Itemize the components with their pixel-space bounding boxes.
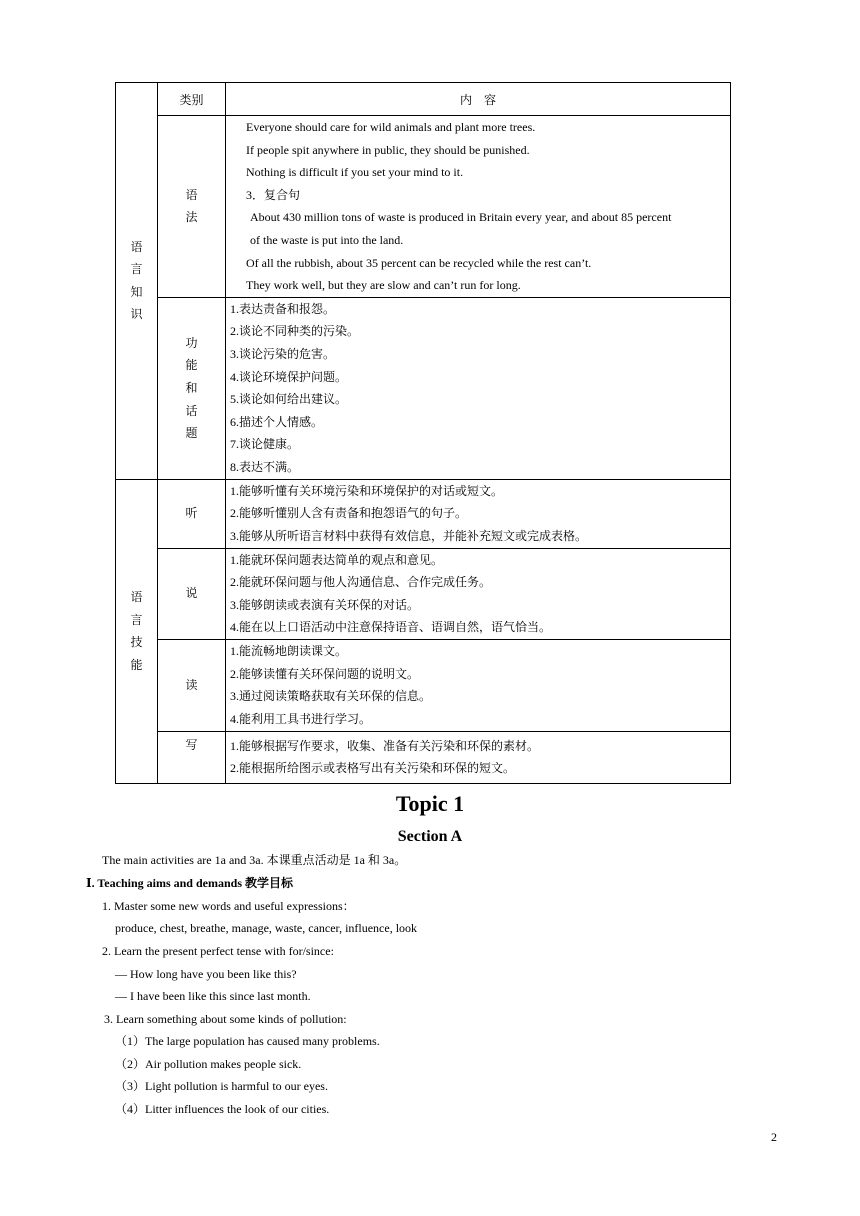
content-line: 3.谈论污染的危害。 bbox=[230, 347, 336, 362]
listening-content bbox=[226, 479, 731, 548]
aim-item: （1）The large population has caused many problems. bbox=[115, 1034, 380, 1048]
aim-item: （4）Litter influences the look of our cities. bbox=[115, 1102, 330, 1116]
category-language-skills: 语 言 技 能 bbox=[116, 479, 158, 783]
reading-content bbox=[226, 639, 731, 731]
header-content: 内 容 bbox=[226, 83, 731, 116]
content-line: of the waste is put into the land. bbox=[250, 232, 404, 247]
content-line: 6.描述个人情感。 bbox=[230, 414, 324, 429]
aim-item: 2. Learn the present perfect tense with for/since: bbox=[102, 944, 334, 958]
content-line: 2.能够听懂别人含有责备和抱怨语气的句子。 bbox=[230, 506, 468, 521]
content-line: They work well, but they are slow and can’t run for long. bbox=[246, 278, 521, 293]
content-line: Of all the rubbish, about 35 percent can be recycled while the rest can’t. bbox=[246, 255, 592, 270]
section-title: Section A bbox=[397, 828, 463, 845]
content-line: Everyone should care for wild animals and plant more trees. bbox=[246, 120, 536, 134]
content-line: 3.能够朗读或表演有关环保的对话。 bbox=[230, 597, 420, 612]
content-line: 1.能流畅地朗读课文。 bbox=[230, 644, 348, 659]
content-line: 1.能够根据写作要求，收集、准备有关污染和环保的素材。 bbox=[230, 738, 540, 753]
content-line: About 430 million tons of waste is produced in Britain every year, and about 85 percent bbox=[250, 210, 672, 225]
content-line: 5.谈论如何给出建议。 bbox=[230, 392, 348, 407]
aim-item: produce, chest, breathe, manage, waste, cancer, influence, look bbox=[115, 921, 418, 935]
content-line: 4.能利用工具书进行学习。 bbox=[230, 712, 372, 726]
content-line: 2.能够读懂有关环保问题的说明文。 bbox=[230, 666, 420, 681]
aim-item: 1. Master some new words and useful expressions： bbox=[102, 899, 355, 913]
content-line: 2.谈论不同种类的污染。 bbox=[230, 324, 360, 339]
content-line: 2.能根据所给图示或表格写出有关污染和环保的短文。 bbox=[230, 761, 516, 776]
content-line: 7.谈论健康。 bbox=[230, 437, 300, 452]
aim-item: （2）Air pollution makes people sick. bbox=[115, 1057, 302, 1071]
content-line: 3．复合句 bbox=[246, 187, 301, 202]
content-line: If people spit anywhere in public, they should be punished. bbox=[246, 142, 530, 157]
aims-heading: Ⅰ. Teaching aims and demands 教学目标 bbox=[86, 876, 293, 890]
aim-item: （3）Light pollution is harmful to our eyes. bbox=[115, 1079, 328, 1093]
writing-content bbox=[226, 731, 731, 783]
curriculum-table bbox=[115, 82, 731, 784]
subcategory-grammar: 语 法 bbox=[158, 116, 226, 298]
content-line: 4.能在以上口语活动中注意保持语音、语调自然，语气恰当。 bbox=[230, 620, 552, 635]
subcategory-reading: 读 bbox=[158, 639, 226, 731]
content-line: 8.表达不满。 bbox=[230, 460, 300, 475]
content-line: 3.通过阅读策略获取有关环保的信息。 bbox=[230, 689, 432, 704]
header-category: 类别 bbox=[158, 83, 226, 116]
intro-text: The main activities are 1a and 3a. 本课重点活动是 1a 和 3a。 bbox=[102, 853, 407, 867]
aim-item: — I have been like this since last month. bbox=[115, 989, 311, 1003]
content-line: 1.能就环保问题表达简单的观点和意见。 bbox=[230, 552, 444, 567]
subcategory-speaking: 说 bbox=[158, 548, 226, 639]
subcategory-function-topic: 功 能 和 话 题 bbox=[158, 297, 226, 479]
content-line: 4.谈论环境保护问题。 bbox=[230, 369, 348, 384]
aim-item: 3. Learn something about some kinds of pollution: bbox=[104, 1012, 347, 1026]
aim-item: — How long have you been like this? bbox=[115, 967, 297, 981]
grammar-content bbox=[226, 116, 731, 298]
content-line: 1.能够听懂有关环境污染和环境保护的对话或短文。 bbox=[230, 483, 504, 498]
subcategory-writing: 写 bbox=[158, 731, 226, 783]
subcategory-listening: 听 bbox=[158, 479, 226, 548]
content-line: 1.表达责备和报怨。 bbox=[230, 301, 336, 316]
speaking-content bbox=[226, 548, 731, 639]
content-line: 2.能就环保问题与他人沟通信息、合作完成任务。 bbox=[230, 575, 492, 590]
function-topic-content bbox=[226, 297, 731, 479]
content-line: Nothing is difficult if you set your mind to it. bbox=[246, 165, 464, 180]
page-number: 2 bbox=[771, 1130, 777, 1144]
content-line: 3.能够从所听语言材料中获得有效信息，并能补充短文或完成表格。 bbox=[230, 528, 588, 543]
category-language-knowledge: 语 言 知 识 bbox=[116, 83, 158, 480]
topic-title: Topic 1 bbox=[395, 791, 465, 816]
